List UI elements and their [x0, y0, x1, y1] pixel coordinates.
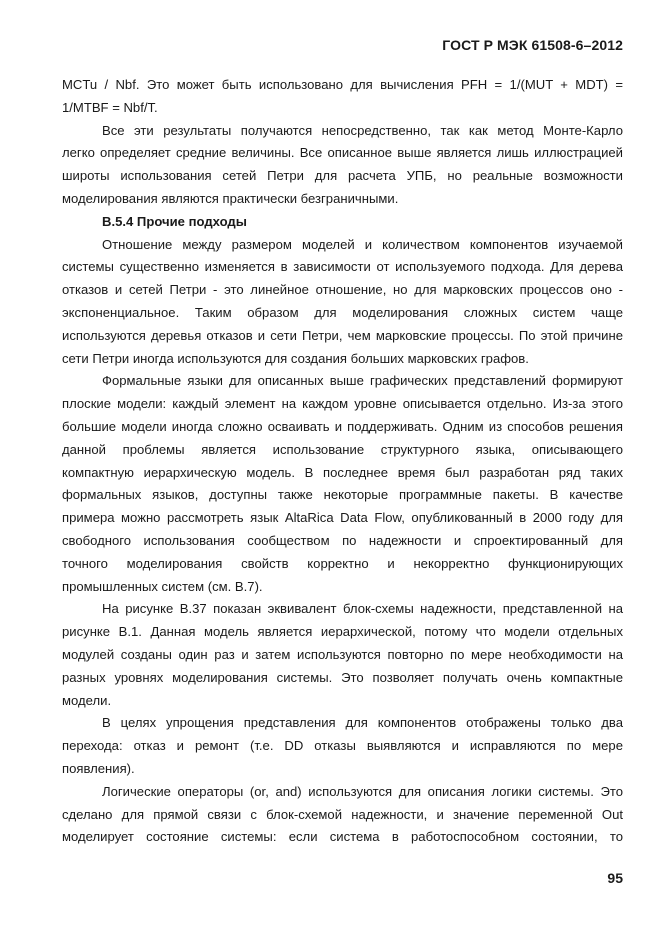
text-line: Отношение между размером моделей и количеством компонентов изучаемой — [102, 236, 623, 252]
section-heading: В.5.4 Прочие подходы — [102, 213, 247, 229]
text-line: 1/MTBF = Nbf/T. — [62, 99, 158, 115]
text-line: появления). — [62, 760, 135, 776]
text-line: сети Петри иногда используются для создания больших марковских графов. — [62, 350, 529, 366]
text-line: промышленных систем (см. В.7). — [62, 578, 263, 594]
text-line: моделирует состояние системы: если система в работоспособном состоянии, то — [62, 829, 623, 845]
text-line: точного моделирования свойств корректно и некорректно функционирующих — [62, 555, 623, 571]
text-line: свободного использования сообществом по надежности и спроектированный для — [62, 532, 623, 548]
text-line: моделирования являются практически безграничными. — [62, 190, 399, 206]
text-line: MCTu / Nbf. Это может быть использовано для вычисления PFH = 1/(MUT + MDT) = — [62, 77, 623, 92]
text-line: модулей созданы один раз и затем используются повторно по мере необходимости на — [62, 646, 623, 662]
text-line: данной проблемы является использование структурного языка, описывающего — [62, 441, 623, 457]
text-line: Формальные языки для описанных выше графических представлений формируют — [102, 373, 623, 389]
text-line: большие модели иногда сложно осваивать и поддерживать. Одним из способов решения — [62, 418, 623, 434]
text-line: рисунке В.1. Данная модель является иерархической, потому что модели отдельных — [62, 624, 623, 640]
text-line: компактную иерархическую модель. В последнее время был разработан ряд таких — [62, 464, 623, 480]
text-line: формальных языков, доступны также некоторые программные пакеты. В качестве — [62, 487, 623, 503]
text-line: широты использования сетей Петри для расчета УПБ, но реальные возможности — [62, 168, 623, 184]
text-line: сделано для прямой связи с блок-схемой надежности, и значение переменной Out — [62, 806, 623, 822]
text-line: плоские модели: каждый элемент на каждом уровне описывается отдельно. Из-за этого — [62, 396, 623, 412]
text-line: На рисунке В.37 показан эквивалент блок-схемы надежности, представленной на — [102, 601, 623, 617]
text-line: разных уровнях моделирования системы. Это позволяет получать очень компактные — [62, 669, 623, 685]
text-line: модели. — [62, 692, 112, 708]
text-line: примера можно рассмотреть язык AltaRica Data Flow, опубликованный в 2000 году для — [62, 510, 623, 526]
text-line: Логические операторы (or, and) используются для описания логики системы. Это — [102, 783, 623, 799]
text-line: легко определяет средние величины. Все описанное выше является лишь иллюстрацией — [62, 145, 623, 161]
text-line: экспоненциальное. Таким образом для моделирования сложных систем чаще — [62, 304, 623, 320]
text-line: отказов и сетей Петри - это линейное отношение, но для марковских процессов оно - — [62, 282, 623, 298]
text-line: В целях упрощения представления для компонентов отображены только два — [102, 715, 623, 731]
text-line: Все эти результаты получаются непосредственно, так как метод Монте-Карло — [102, 122, 623, 138]
document-body — [62, 74, 623, 849]
text-line: системы существенно изменяется в зависимости от используемого подхода. Для дерева — [62, 259, 623, 275]
text-line: перехода: отказ и ремонт (т.е. DD отказы выявляются и исправляются по мере — [62, 738, 623, 754]
text-line: используются деревья отказов и сети Петри, чем марковские процессы. По этой причине — [62, 327, 623, 343]
document-header: ГОСТ Р МЭК 61508-6–2012 — [442, 37, 623, 53]
page-number: 95 — [607, 870, 623, 886]
